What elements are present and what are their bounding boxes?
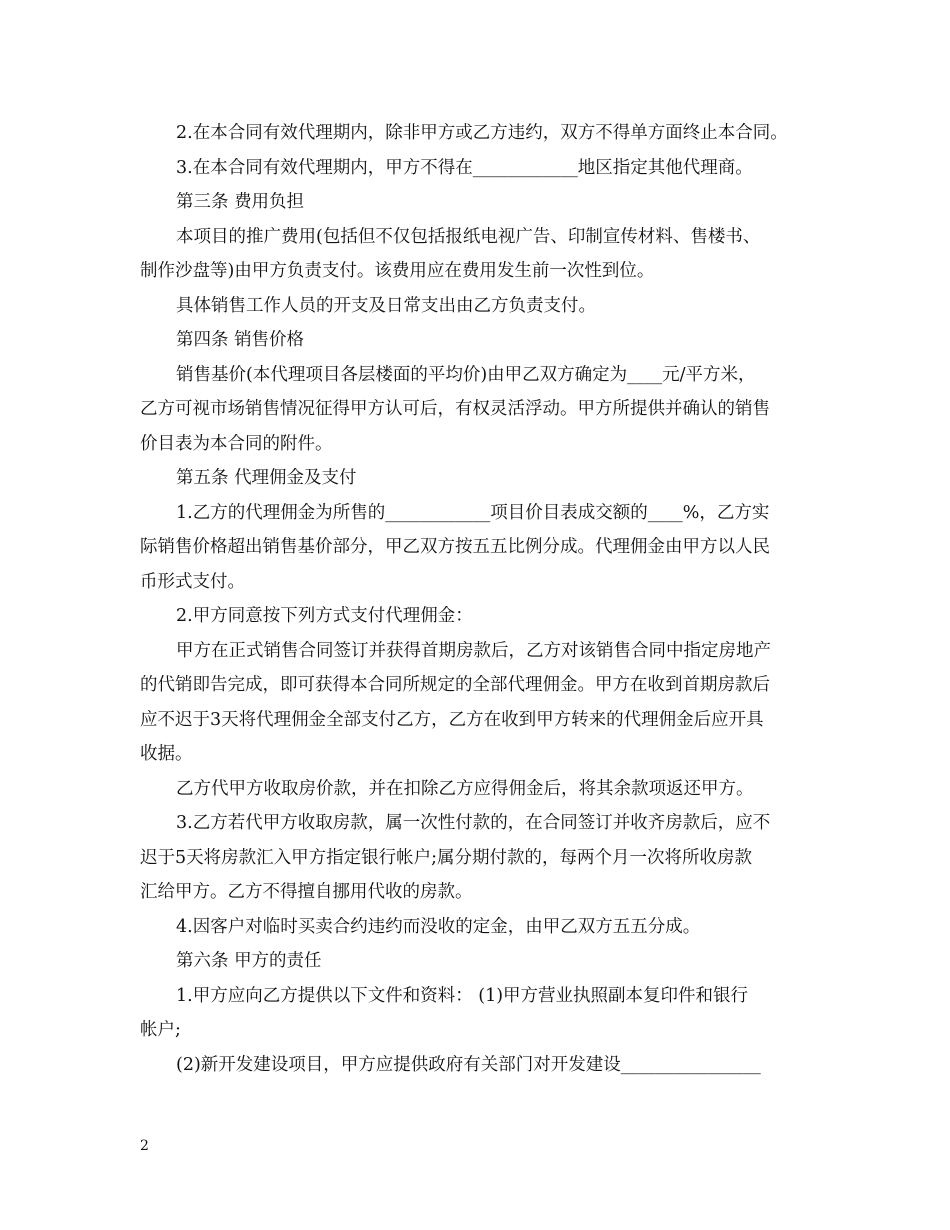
text-line: (2)新开发建设项目，甲方应提供政府有关部门对开发建设________________: [176, 1054, 761, 1075]
text-line: 第六条 甲方的责任: [176, 951, 322, 971]
text-line: 乙方可视市场销售情况征得甲方认可后，有权灵活浮动。甲方所提供并确认的销售: [140, 399, 770, 419]
text-line: 汇给甲方。乙方不得擅自挪用代收的房款。: [140, 882, 473, 902]
text-line: 际销售价格超出销售基价部分，甲乙双方按五五比例分成。代理佣金由甲方以人民: [140, 537, 770, 557]
text-line: 乙方代甲方收取房价款，并在扣除乙方应得佣金后，将其余款项返还甲方。: [176, 778, 754, 799]
document-body: [140, 116, 830, 1082]
text-line: 价目表为本合同的附件。: [140, 433, 333, 454]
text-line: 本项目的推广费用(包括但不仅包括报纸电视广告、印制宣传材料、售楼书、: [176, 226, 761, 247]
text-line: 第五条 代理佣金及支付: [176, 468, 357, 488]
text-line: 帐户;: [140, 1020, 181, 1040]
text-line: 收据。: [140, 744, 193, 764]
text-line: 4.因客户对临时买卖合约违约而没收的定金，由甲乙双方五五分成。: [176, 916, 701, 937]
text-line: 具体销售工作人员的开支及日常支出由乙方负责支付。: [176, 295, 596, 316]
text-line: 迟于5天将房款汇入甲方指定银行帐户;属分期付款的，每两个月一次将所收房款: [140, 847, 753, 868]
text-line: 应不迟于3天将代理佣金全部支付乙方，乙方在收到甲方转来的代理佣金后应开具: [140, 709, 764, 730]
page-number: 2: [140, 1138, 149, 1154]
text-line: 2.甲方同意按下列方式支付代理佣金：: [176, 606, 473, 626]
text-line: 销售基价(本代理项目各层楼面的平均价)由甲乙双方确定为____元/平方米，: [176, 364, 756, 385]
text-line: 3.乙方若代甲方收取房款，属一次性付款的，在合同签订并收齐房款后，应不: [176, 813, 771, 833]
text-line: 第三条 费用负担: [176, 192, 305, 212]
text-line: 币形式支付。: [140, 571, 245, 592]
text-line: 2.在本合同有效代理期内，除非甲方或乙方违约，双方不得单方面终止本合同。: [176, 123, 788, 143]
text-line: 1.甲方应向乙方提供以下文件和资料： (1)甲方营业执照副本复印件和银行: [176, 985, 749, 1006]
text-line: 的代销即告完成，即可获得本合同所规定的全部代理佣金。甲方在收到首期房款后: [140, 675, 770, 695]
text-line: 第四条 销售价格: [176, 330, 305, 350]
text-line: 3.在本合同有效代理期内，甲方不得在____________地区指定其他代理商。: [176, 157, 753, 178]
text-line: 制作沙盘等)由甲方负责支付。该费用应在费用发生前一次性到位。: [140, 261, 655, 281]
text-line: 1.乙方的代理佣金为所售的____________项目价目表成交额的____%，乙方实: [176, 502, 770, 523]
text-line: 甲方在正式销售合同签订并获得首期房款后，乙方对该销售合同中指定房地产: [176, 640, 771, 661]
